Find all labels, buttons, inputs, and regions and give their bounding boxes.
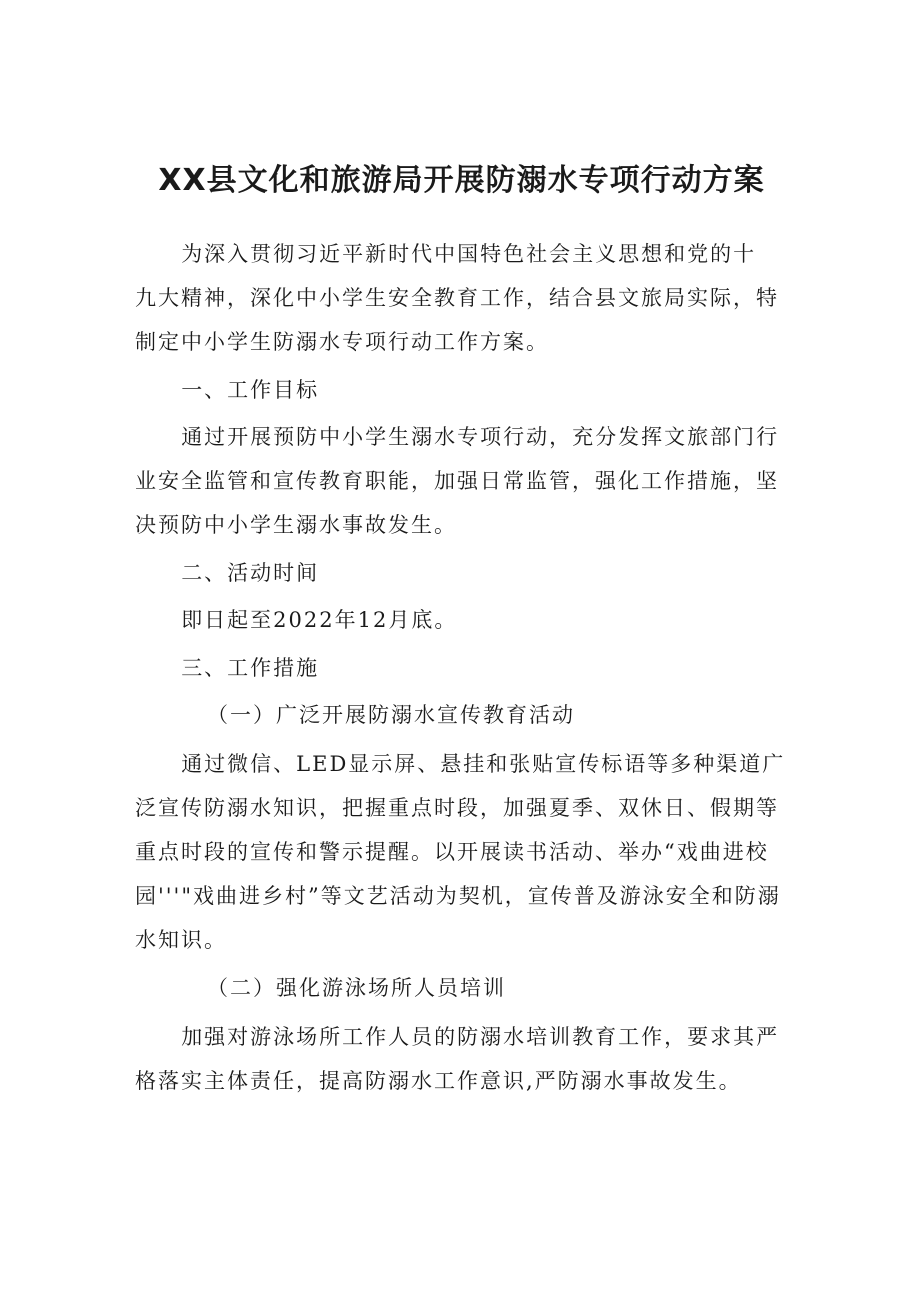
section-heading-goals: 一、工作目标 — [181, 378, 320, 402]
goals-line: 通过开展预防中小学生溺水专项行动，充分发挥文旅部门行 — [181, 425, 780, 449]
intro-line: 九大精神，深化中小学生安全教育工作，结合县文旅局实际，特 — [135, 286, 779, 310]
publicity-line: 水知识。 — [135, 928, 227, 952]
intro-paragraph — [135, 232, 788, 364]
goals-line: 决预防中小学生溺水事故发生。 — [135, 513, 457, 537]
subsection-heading-training: （二）强化游泳场所人员培训 — [207, 976, 506, 1000]
section-heading-time: 二、活动时间 — [181, 561, 320, 585]
goals-paragraph — [135, 415, 788, 547]
intro-line: 为深入贯彻习近平新时代中国特色社会主义思想和党的十 — [181, 242, 757, 266]
subsection-heading-publicity: （一）广泛开展防溺水宣传教育活动 — [207, 703, 575, 727]
section-heading-measures: 三、工作措施 — [181, 656, 320, 680]
publicity-line: 通过微信、LED显示屏、悬挂和张贴宣传标语等多种渠道广 — [181, 752, 786, 776]
publicity-line: 泛宣传防溺水知识，把握重点时段，加强夏季、双休日、假期等 — [135, 796, 779, 820]
training-paragraph — [135, 1015, 788, 1103]
time-paragraph: 即日起至2022年12月底。 — [181, 608, 458, 632]
publicity-paragraph — [135, 742, 788, 962]
publicity-line: 园'''"戏曲进乡村”等文艺活动为契机，宣传普及游泳安全和防溺 — [135, 884, 781, 908]
intro-line: 制定中小学生防溺水专项行动工作方案。 — [135, 330, 549, 354]
training-line: 格落实主体责任，提高防溺水工作意识,严防溺水事故发生。 — [135, 1069, 742, 1093]
goals-line: 业安全监管和宣传教育职能，加强日常监管，强化工作措施，坚 — [135, 469, 779, 493]
publicity-line: 重点时段的宣传和警示提醒。以开展读书活动、举办“戏曲进校 — [135, 840, 769, 864]
training-line: 加强对游泳场所工作人员的防溺水培训教育工作，要求其严 — [181, 1025, 780, 1049]
document-title: XX县文化和旅游局开展防溺水专项行动方案 — [158, 163, 765, 198]
